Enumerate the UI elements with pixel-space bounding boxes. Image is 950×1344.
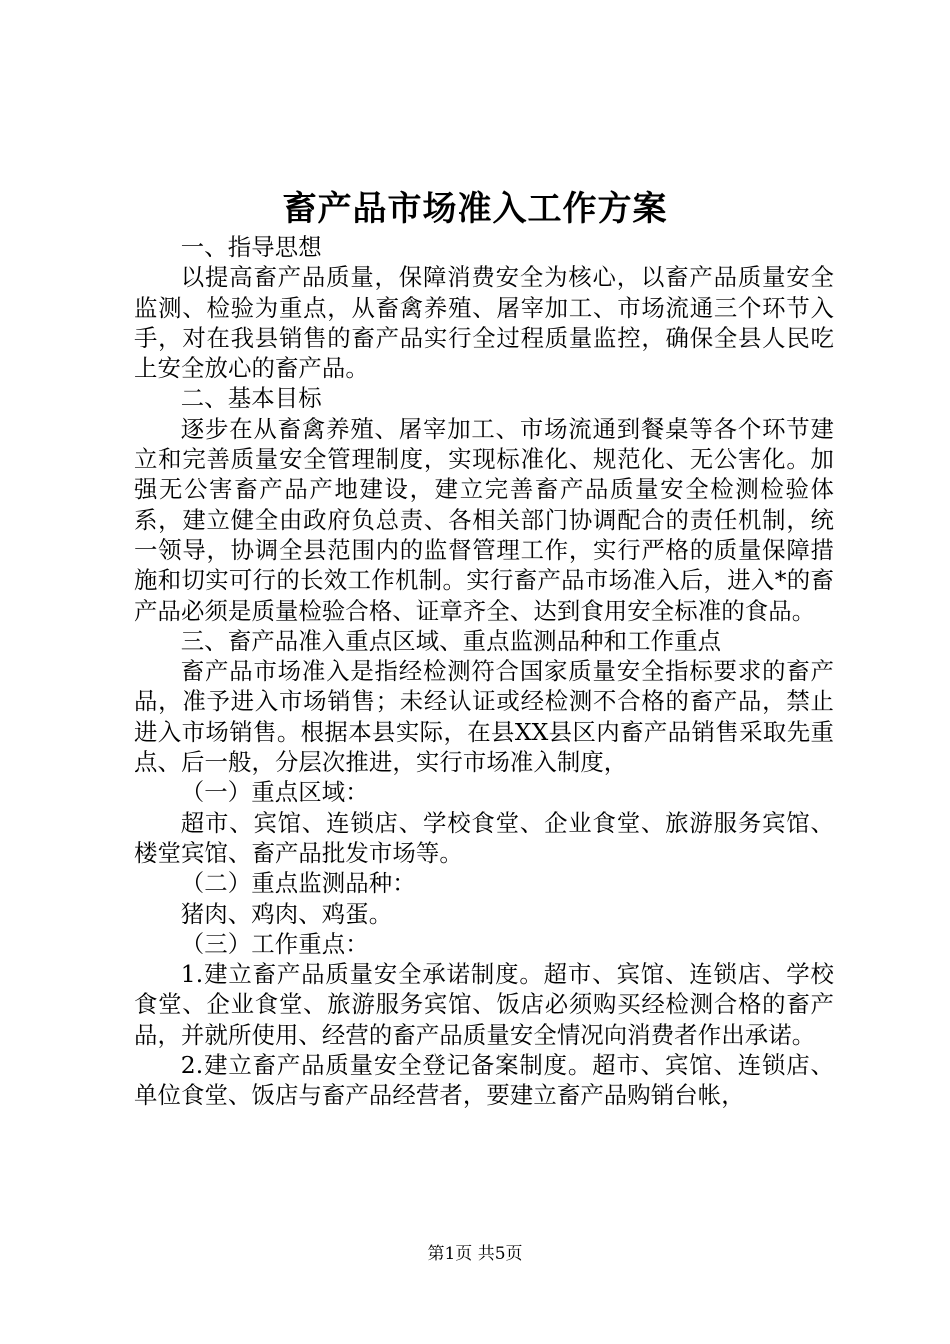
list-item: 1.建立畜产品质量安全承诺制度。超市、宾馆、连锁店、学校食堂、企业食堂、旅游服务宾馆、饭店必须购买经检测合格的畜产品，并就所使用、经营的畜产品质量安全情况向消费者作出承诺。: [134, 960, 834, 1049]
section-heading: 一、指导思想: [180, 233, 322, 261]
paragraph: 猪肉、鸡肉、鸡蛋。: [180, 899, 393, 928]
paragraph: 超市、宾馆、连锁店、学校食堂、企业食堂、旅游服务宾馆、楼堂宾馆、畜产品批发市场等。: [134, 808, 834, 867]
section-heading: 二、基本目标: [180, 384, 322, 413]
document-title: 畜产品市场准入工作方案: [282, 189, 668, 229]
subsection-heading: （二）重点监测品种：: [180, 869, 416, 898]
subsection-heading: （三）工作重点：: [180, 929, 369, 958]
paragraph: 畜产品市场准入是指经检测符合国家质量安全指标要求的畜产品，准予进入市场销售；未经认证或经检测不合格的畜产品，禁止进入市场销售。根据本县实际，在县XX县区内畜产品销售采取先重点、后一般，分层次推进，实行市场准入制度，: [134, 657, 834, 777]
paragraph: 逐步在从畜禽养殖、屠宰加工、市场流通到餐桌等各个环节建立和完善质量安全管理制度，实现标准化、规范化、无公害化。加强无公害畜产品产地建设，建立完善畜产品质量安全检测检验体系，建立健全由政府负总责、各相关部门协调配合的责任机制，统一领导，协调全县范围内的监督管理工作，实行严格的质量保障措施和切实可行的长效工作机制。实行畜产品市场准入后，进入*的畜产品必须是质量检验合格、证章齐全、达到食用安全标准的食品。: [134, 414, 834, 625]
list-item: 2.建立畜产品质量安全登记备案制度。超市、宾馆、连锁店、单位食堂、饭店与畜产品经营者，要建立畜产品购销台帐，: [134, 1051, 834, 1110]
page-number-footer: 第1页 共5页: [427, 1244, 523, 1264]
document-body: [134, 232, 834, 1111]
section-heading: 三、畜产品准入重点区域、重点监测品种和工作重点: [180, 626, 722, 655]
subsection-heading: （一）重点区域：: [180, 778, 369, 807]
paragraph: 以提高畜产品质量，保障消费安全为核心，以畜产品质量安全监测、检验为重点，从畜禽养殖、屠宰加工、市场流通三个环节入手，对在我县销售的畜产品实行全过程质量监控，确保全县人民吃上安全放心的畜产品。: [134, 263, 834, 383]
